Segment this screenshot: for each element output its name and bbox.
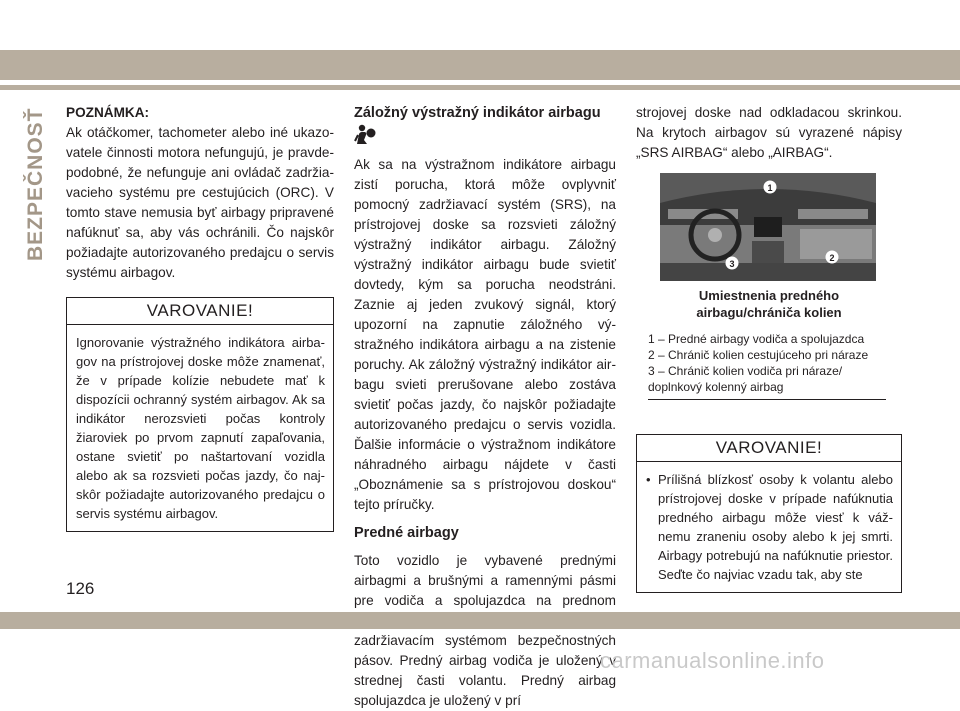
section-heading: Záložný výstražný indikátor airbagu [354, 105, 601, 121]
header-rule [0, 85, 960, 90]
dashboard-figure [660, 173, 876, 281]
callout-2: 2 [829, 253, 835, 263]
figure-legend [648, 331, 886, 395]
warning-box-right [636, 434, 902, 593]
legend-item: 2 – Chránič kolien cestujúceho pri náraze [648, 348, 869, 362]
figure-caption [636, 287, 902, 321]
watermark: carmanualsonline.info [600, 648, 825, 673]
page-number: 126 [66, 579, 95, 598]
bullet-mark: • [646, 472, 651, 487]
continued-text: strojovej doske nad odkladacou skrinkou. Na krytoch airbagov sú vyrazené nápisy „SRS AIRBAG“ alebo „AIRBAG“. [636, 105, 902, 160]
caption-line-1: Umiestnenia predného [698, 288, 840, 303]
warning-title-right: VAROVANIE! [637, 435, 901, 462]
warning-bullet-text: Prílišná blízkosť osoby k volantu alebo prístrojovej doske v prípade nafúknutia predného airbagu môže viesť k vážnemu zraneniu osoby alebo k jej smrti. Airbagy potrebujú na nafúknutie priestor. Seďte čo najviac vzadu tak, aby ste [658, 472, 893, 582]
column-right [636, 103, 902, 593]
callout-3: 3 [729, 259, 735, 269]
header-band [0, 50, 960, 80]
caption-line-2: airbagu/chrániča kolien [696, 305, 842, 320]
warning-text: Ignorovanie výstražného indikátora airbagov na prístrojovej doske môže znamenať, že v prípade kolízie nebudete mať k dispozícii ochranný systém airbagov. Ak sa indikátor nerozsvieti počas kontroly žiaroviek po prvom zapnutí zapaľovania, ostane svietiť po naštartovaní vozidla alebo ak sa rozsvieti počas jazdy, čo najskôr požiadajte autorizovaného predajcu o servis systému airbagov. [76, 335, 325, 521]
note-text: Ak otáčkomer, tachometer alebo iné ukazovatele činnosti motora nefungujú, je pravdepodobné, že nefunguje ani ovládač zadržiavacieho systému pre cestujúcich (ORC). V tomto stave nemusia byť airbagy pripravené nafúknuť sa, aby vás ochránili. Čo najskôr požiadajte autorizovaného predajcu o servis systému airbagov. [66, 125, 334, 280]
warning-bullet-item [646, 470, 893, 584]
section-side-title: BEZPEČNOSŤ [24, 107, 47, 261]
warning-title: VAROVANIE! [67, 298, 333, 325]
airbag-warning-icon [354, 124, 616, 146]
warning-body-right [637, 462, 901, 592]
footer-band [0, 612, 960, 629]
warning-box [66, 297, 334, 532]
note-heading: POZNÁMKA: [66, 105, 150, 120]
column-left [66, 103, 334, 532]
legend-item: 1 – Predné airbagy vodiča a spolujazdca [648, 332, 865, 346]
legend-item: 3 – Chránič kolien vodiča pri náraze/ [648, 364, 843, 378]
legend-divider [648, 399, 886, 400]
backup-indicator-text: Ak sa na výstražnom indikátore airbagu zistí porucha, ktorá môže ovplyvniť pomocný zadržiavací systém (SRS), na prístrojovej doske sa rozsvieti záložný výstražný indikátor airbagu. Záložný výstražný indikátor airbagu bude svietiť dovtedy, kým sa porucha neodstráni. Zaznie aj jeden zvukový signál, ktorý upozorní na zapnutie záložného výstražného indikátora airbagu a na zistenie poruchy. Ak záložný výstražný indikátor airbagu svieti prerušovane alebo zostáva svietiť počas jazdy, čo najskôr požiadajte autorizovaného predajcu o servis vozidla. Ďalšie informácie o výstražnom indikátore náhradného airbagu nájdete v časti „Oboznámenie sa s prístrojovou doskou“ tejto príručky. [354, 157, 616, 512]
legend-item: doplnkový kolenný airbag [648, 380, 784, 394]
callout-1: 1 [767, 183, 773, 193]
section-heading-front-airbags: Predné airbagy [354, 525, 459, 541]
front-airbags-text: Toto vozidlo je vybavené prednými airbagmi a brušnými a ramennými pásmi pre vodiča a spolujazdca na prednom zadržiavacím systémom bezpečnostných pásov. Predný airbag vodiča je uložený v strednej časti volantu. Predný airbag spolujazdca je uložený v prí [354, 553, 616, 708]
